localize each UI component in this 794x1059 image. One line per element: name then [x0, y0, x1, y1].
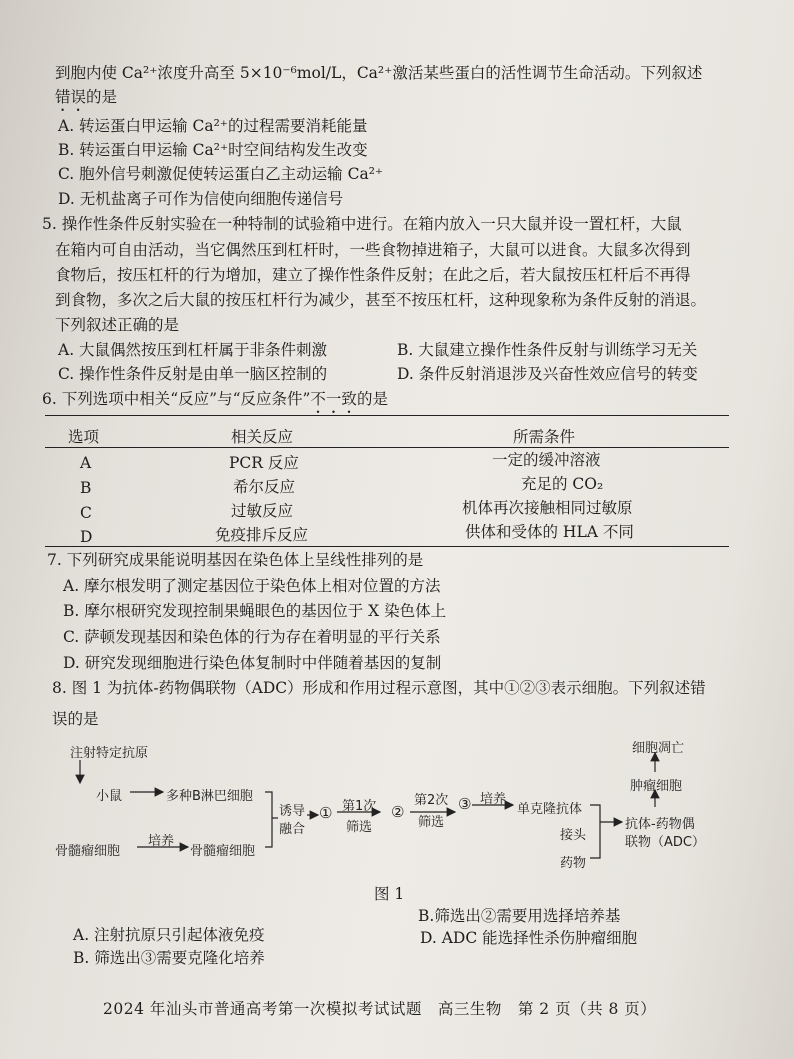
label-screen2-top: 第2次 — [414, 793, 449, 808]
q4-line1: 到胞内使 Ca²⁺浓度升高至 5×10⁻⁶mol/L，Ca²⁺激活某些蛋白的活性调节生命活动。下列叙述 — [55, 64, 703, 82]
label-screen1-bottom: 筛选 — [346, 820, 373, 835]
table-row-c-condition: 机体再次接触相同过敏原 — [462, 499, 633, 517]
label-screen1-top: 第1次 — [342, 799, 377, 814]
label-cell-1: ① — [319, 804, 333, 822]
label-inject-antigen: 注射特定抗原 — [70, 746, 149, 761]
q5-option-c: C. 操作性条件反射是由单一脑区控制的 — [58, 365, 328, 383]
q8-line1: 8. 图 1 为抗体-药物偶联物（ADC）形成和作用过程示意图，其中①②③表示细胞。下列叙述错 — [52, 679, 706, 697]
q4-option-d: D. 无机盐离子可作为信使向细胞传递信号 — [58, 190, 344, 208]
label-linker: 接头 — [560, 828, 587, 843]
label-drug: 药物 — [560, 856, 587, 871]
label-cell-3: ③ — [458, 795, 472, 813]
q7-option-d: D. 研究发现细胞进行染色体复制时中伴随着基因的复制 — [63, 654, 442, 672]
q7-option-c: C. 萨顿发现基因和染色体的行为存在着明显的平行关系 — [63, 628, 441, 646]
table-header-option: 选项 — [68, 428, 100, 446]
q6-stem-head: 6. 下列选项中相关“反应”与“反应条件” — [42, 390, 311, 408]
table-row-c-reaction: 过敏反应 — [231, 502, 294, 520]
q8-line2: 误的是 — [52, 710, 99, 728]
label-mouse: 小鼠 — [96, 789, 123, 804]
table-row-a-reaction: PCR 反应 — [229, 454, 299, 472]
table-row-d-option: D — [80, 528, 93, 546]
q4-line2-tail: 的是 — [86, 88, 118, 106]
table-row-b-option: B — [80, 479, 92, 497]
adc-bracket — [590, 805, 600, 858]
label-induce: 诱导 — [279, 804, 306, 819]
figure-caption: 图 1 — [374, 885, 405, 903]
table-row-d-reaction: 免疫排斥反应 — [215, 526, 309, 544]
q5-line1: 5. 操作性条件反射实验在一种特制的试验箱中进行。在箱内放入一只大鼠并设一置杠杆，大鼠 — [42, 215, 682, 233]
q4-option-b: B. 转运蛋白甲运输 Ca²⁺时空间结构发生改变 — [58, 141, 368, 159]
label-monoclonal-antibody: 单克隆抗体 — [517, 802, 583, 817]
q5-option-b: B. 大鼠建立操作性条件反射与训练学习无关 — [397, 341, 698, 359]
q4-option-c: C. 胞外信号刺激促使转运蛋白乙主动运输 Ca²⁺ — [58, 165, 384, 183]
q5-option-d: D. 条件反射消退涉及兴奋性效应信号的转变 — [397, 365, 698, 383]
label-culture: 培养 — [148, 834, 175, 849]
fusion-bracket — [265, 792, 272, 847]
q5-option-a: A. 大鼠偶然按压到杠杆属于非条件刺激 — [58, 341, 328, 359]
table-row-a-option: A — [80, 454, 92, 472]
table-row-b-reaction: 希尔反应 — [233, 478, 296, 496]
q7-option-b: B. 摩尔根研究发现控制果蝇眼色的基因位于 X 染色体上 — [63, 602, 447, 620]
q8-option-a: A. 注射抗原只引起体液免疫 — [73, 926, 265, 944]
label-b-cells: 多种B淋巴细胞 — [166, 789, 253, 804]
label-myeloma: 骨髓瘤细胞 — [55, 844, 121, 859]
table-header-condition: 所需条件 — [513, 428, 576, 446]
q7-option-a: A. 摩尔根发明了测定基因位于染色体上相对位置的方法 — [63, 577, 441, 595]
label-myeloma-2: 骨髓瘤细胞 — [190, 844, 256, 859]
label-screen2-bottom: 筛选 — [418, 815, 445, 830]
q5-line4: 到食物，多次之后大鼠的按压杠杆行为减少，甚至不按压杠杆，这种现象称为条件反射的消退。 — [55, 291, 707, 309]
q5-line2: 在箱内可自由活动，当它偶然压到杠杆时，一些食物掉进箱子，大鼠可以进食。大鼠多次得到 — [55, 241, 691, 259]
q5-line3: 食物后，按压杠杆的行为增加，建立了操作性条件反射；在此之后，若大鼠按压杠杆后不再得 — [55, 266, 691, 284]
label-adc-2: 联物（ADC） — [625, 835, 705, 850]
q8-option-b-right: B.筛选出②需要用选择培养基 — [418, 907, 621, 925]
q7-stem: 7. 下列研究成果能说明基因在染色体上呈线性排列的是 — [47, 551, 424, 569]
table-row-b-condition: 充足的 CO₂ — [521, 475, 604, 493]
label-apoptosis: 细胞凋亡 — [632, 741, 685, 756]
label-cell-2: ② — [391, 803, 405, 821]
q4-option-a: A. 转运蛋白甲运输 Ca²⁺的过程需要消耗能量 — [58, 117, 368, 135]
q6-stem-tail: 的是 — [356, 390, 388, 408]
q8-option-d: D. ADC 能选择性杀伤肿瘤细胞 — [420, 929, 638, 947]
table-header-reaction: 相关反应 — [231, 428, 294, 446]
page-footer: 2024 年汕头市普通高考第一次模拟考试试题 高三生物 第 2 页（共 8 页） — [103, 1000, 657, 1018]
q4-emphasis: 错误 — [55, 88, 87, 106]
label-adc-1: 抗体-药物偶 — [625, 817, 695, 832]
q6-emphasis: 不一致 — [310, 390, 357, 408]
q8-option-b-left: B. 筛选出③需要克隆化培养 — [73, 949, 265, 967]
q5-line5: 下列叙述正确的是 — [55, 316, 180, 334]
label-fuse: 融合 — [279, 822, 306, 837]
label-tumor-cell: 肿瘤细胞 — [630, 779, 683, 794]
table-row-d-condition: 供体和受体的 HLA 不同 — [465, 523, 634, 541]
table-row-a-condition: 一定的缓冲溶液 — [492, 451, 601, 469]
label-culture-2: 培养 — [480, 792, 507, 807]
table-row-c-option: C — [80, 504, 92, 522]
